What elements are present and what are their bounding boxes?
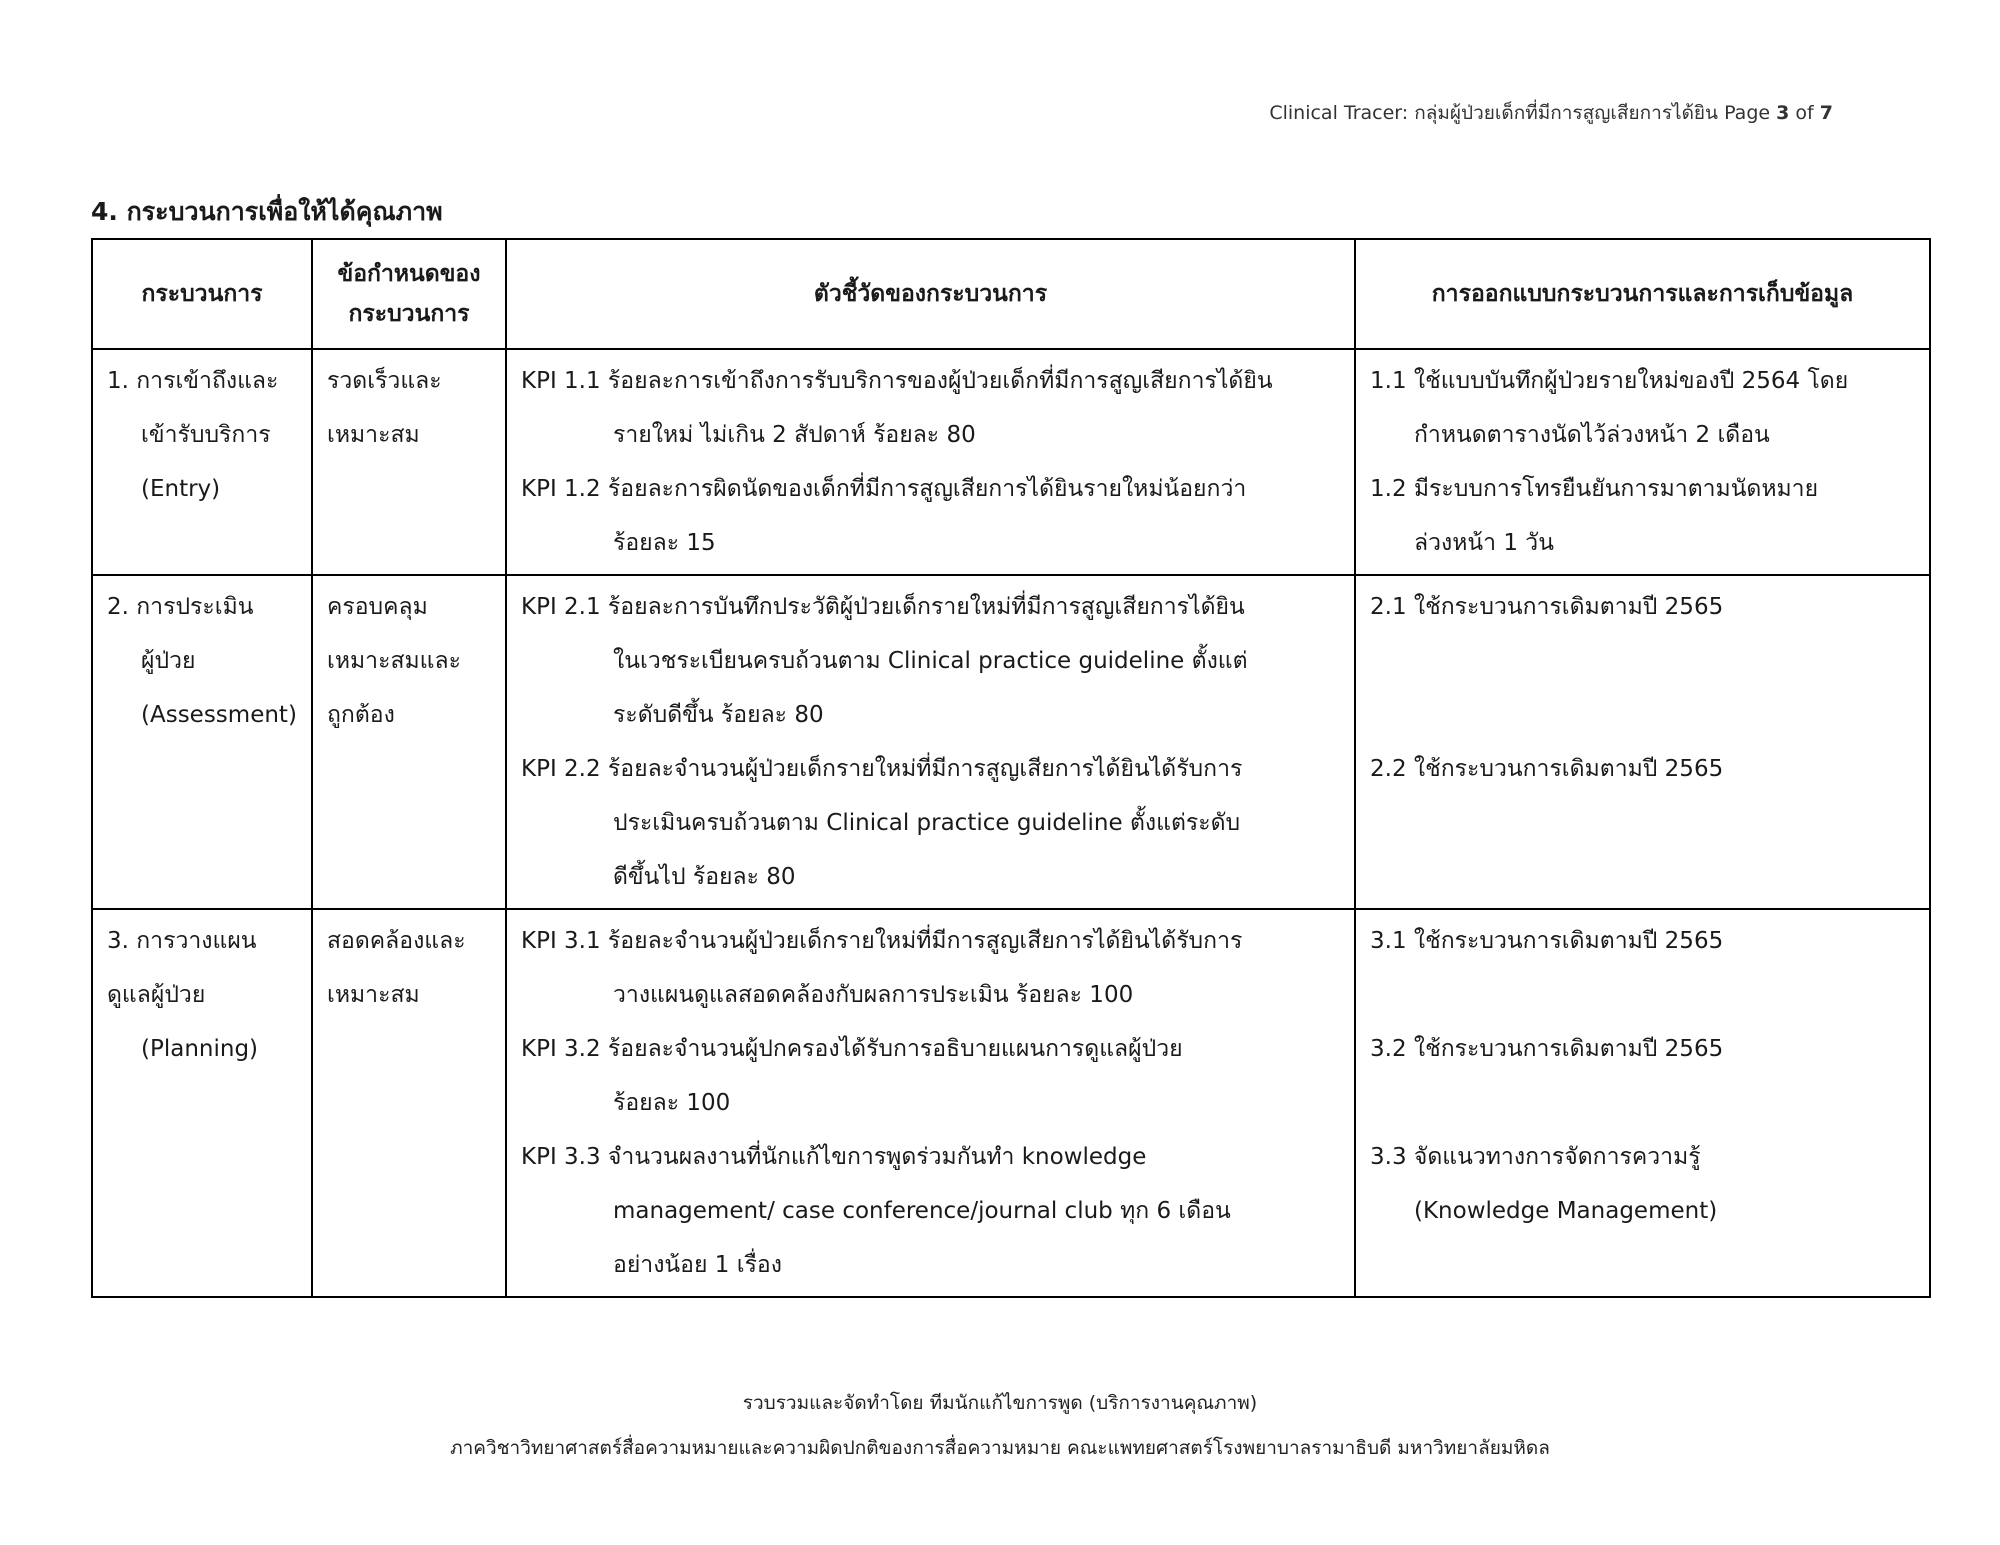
- process-line: ดูแลผู้ป่วย: [107, 982, 206, 1008]
- requirement-cell: [312, 909, 506, 1297]
- design-continuation: ล่วงหน้า 1 วัน: [1414, 530, 1554, 556]
- requirement-line: สอดคล้องและ: [327, 928, 466, 954]
- process-cell: [92, 575, 312, 909]
- header-requirement-line-2: กระบวนการ: [348, 301, 470, 327]
- kpi-continuation: ร้อยละ 100: [613, 1090, 731, 1116]
- kpi-line: [521, 580, 1342, 634]
- kpi-text: ร้อยละการผิดนัดของเด็กที่มีการสูญเสียการได้ยินรายใหม่น้อยกว่า: [600, 476, 1247, 502]
- process-line: 2. การประเมิน: [107, 594, 254, 620]
- requirement-line: เหมาะสม: [327, 422, 420, 448]
- table-row: [92, 575, 1930, 909]
- requirement-line: ถูกต้อง: [327, 702, 395, 728]
- design-line: 3.2 ใช้กระบวนการเดิมตามปี 2565: [1370, 1036, 1724, 1062]
- design-line: 3.1 ใช้กระบวนการเดิมตามปี 2565: [1370, 928, 1724, 954]
- kpi-text: ร้อยละจำนวนผู้ป่วยเด็กรายใหม่ที่มีการสูญเสียการได้ยินได้รับการ: [600, 756, 1243, 782]
- kpi-text: ร้อยละจำนวนผู้ปกครองได้รับการอธิบายแผนการดูแลผู้ป่วย: [600, 1036, 1183, 1062]
- process-cell: [92, 349, 312, 575]
- kpi-code: KPI 1.2: [521, 476, 601, 502]
- kpi-text: จำนวนผลงานที่นักแก้ไขการพูดร่วมกันทำ knowledge: [600, 1144, 1147, 1170]
- header-design: การออกแบบกระบวนการและการเก็บข้อมูล: [1355, 239, 1930, 349]
- kpi-code: KPI 3.2: [521, 1036, 601, 1062]
- design-continuation: (Knowledge Management): [1414, 1198, 1718, 1224]
- design-spacer: [1370, 688, 1917, 742]
- page-total: 7: [1819, 102, 1833, 124]
- kpi-continuation: ดีขึ้นไป ร้อยละ 80: [613, 864, 796, 890]
- design-line: 1.2 มีระบบการโทรยืนยันการมาตามนัดหมาย: [1370, 476, 1819, 502]
- section-title: 4. กระบวนการเพื่อให้ได้คุณภาพ: [91, 197, 443, 226]
- kpi-continuation: ในเวชระเบียนครบถ้วนตาม Clinical practice guideline ตั้งแต่: [613, 648, 1248, 674]
- header-indicator: ตัวชี้วัดของกระบวนการ: [506, 239, 1355, 349]
- kpi-continuation: รายใหม่ ไม่เกิน 2 สัปดาห์ ร้อยละ 80: [613, 422, 976, 448]
- page-number: 3: [1776, 102, 1790, 124]
- requirement-line: รวดเร็วและ: [327, 368, 442, 394]
- design-line: 2.1 ใช้กระบวนการเดิมตามปี 2565: [1370, 594, 1724, 620]
- process-cell: [92, 909, 312, 1297]
- kpi-code: KPI 1.1: [521, 368, 601, 394]
- header-requirement: [312, 239, 506, 349]
- process-line: 1. การเข้าถึงและ: [107, 368, 279, 394]
- requirement-line: เหมาะสม: [327, 982, 420, 1008]
- design-cell: [1355, 909, 1930, 1297]
- kpi-text: ร้อยละการบันทึกประวัติผู้ป่วยเด็กรายใหม่ที่มีการสูญเสียการได้ยิน: [600, 594, 1245, 620]
- requirement-line: ครอบคลุม: [327, 594, 428, 620]
- kpi-continuation: management/ case conference/journal club ทุก 6 เดือน: [613, 1198, 1231, 1224]
- design-spacer: [1370, 1076, 1917, 1130]
- design-line: 3.3 จัดแนวทางการจัดการความรู้: [1370, 1144, 1701, 1170]
- indicator-cell: [506, 349, 1355, 575]
- kpi-text: ร้อยละจำนวนผู้ป่วยเด็กรายใหม่ที่มีการสูญเสียการได้ยินได้รับการ: [600, 928, 1243, 954]
- indicator-cell: [506, 909, 1355, 1297]
- process-line: (Assessment): [141, 702, 297, 728]
- design-spacer: [1370, 634, 1917, 688]
- kpi-continuation: วางแผนดูแลสอดคล้องกับผลการประเมิน ร้อยละ 100: [613, 982, 1134, 1008]
- kpi-continuation: ระดับดีขึ้น ร้อยละ 80: [613, 702, 824, 728]
- kpi-line: [521, 742, 1342, 796]
- table-header-row: [92, 239, 1930, 349]
- kpi-line: [521, 462, 1342, 516]
- header-process: กระบวนการ: [92, 239, 312, 349]
- kpi-continuation: ประเมินครบถ้วนตาม Clinical practice guideline ตั้งแต่ระดับ: [613, 810, 1241, 836]
- indicator-cell: [506, 575, 1355, 909]
- process-line: (Entry): [141, 476, 221, 502]
- header-of: of: [1789, 102, 1820, 124]
- design-cell: [1355, 349, 1930, 575]
- requirement-cell: [312, 349, 506, 575]
- kpi-continuation: ร้อยละ 15: [613, 530, 716, 556]
- design-continuation: กำหนดตารางนัดไว้ล่วงหน้า 2 เดือน: [1414, 422, 1770, 448]
- header-requirement-line-1: ข้อกำหนดของ: [337, 261, 481, 287]
- kpi-code: KPI 2.1: [521, 594, 601, 620]
- requirement-line: เหมาะสมและ: [327, 648, 461, 674]
- process-line: เข้ารับบริการ: [141, 422, 271, 448]
- kpi-text: ร้อยละการเข้าถึงการรับบริการของผู้ป่วยเด็กที่มีการสูญเสียการได้ยิน: [600, 368, 1273, 394]
- header-prefix: Clinical Tracer: กลุ่มผู้ป่วยเด็กที่มีการสูญเสียการได้ยิน Page: [1269, 102, 1777, 124]
- kpi-code: KPI 3.1: [521, 928, 601, 954]
- kpi-code: KPI 2.2: [521, 756, 601, 782]
- kpi-continuation: อย่างน้อย 1 เรื่อง: [613, 1252, 782, 1278]
- kpi-line: [521, 354, 1342, 408]
- design-line: 1.1 ใช้แบบบันทึกผู้ป่วยรายใหม่ของปี 2564 โดย: [1370, 368, 1849, 394]
- design-line: 2.2 ใช้กระบวนการเดิมตามปี 2565: [1370, 756, 1724, 782]
- footer-department: ภาควิชาวิทยาศาสตร์สื่อความหมายและความผิดปกติของการสื่อความหมาย คณะแพทยศาสตร์โรงพยาบาลรามาธิบดี มหาวิทยาลัยมหิดล: [450, 1437, 1550, 1459]
- footer-credit: รวบรวมและจัดทำโดย ทีมนักแก้ไขการพูด (บริการงานคุณภาพ): [742, 1392, 1258, 1414]
- kpi-line: [521, 1130, 1342, 1184]
- design-cell: [1355, 575, 1930, 909]
- page-header: [1269, 98, 1833, 128]
- requirement-cell: [312, 575, 506, 909]
- kpi-code: KPI 3.3: [521, 1144, 601, 1170]
- table-row: [92, 909, 1930, 1297]
- kpi-line: [521, 914, 1342, 968]
- process-line: (Planning): [141, 1036, 259, 1062]
- design-spacer: [1370, 968, 1917, 1022]
- process-quality-table: [91, 238, 1931, 1298]
- process-line: 3. การวางแผน: [107, 928, 257, 954]
- process-line: ผู้ป่วย: [141, 648, 196, 674]
- kpi-line: [521, 1022, 1342, 1076]
- table-row: [92, 349, 1930, 575]
